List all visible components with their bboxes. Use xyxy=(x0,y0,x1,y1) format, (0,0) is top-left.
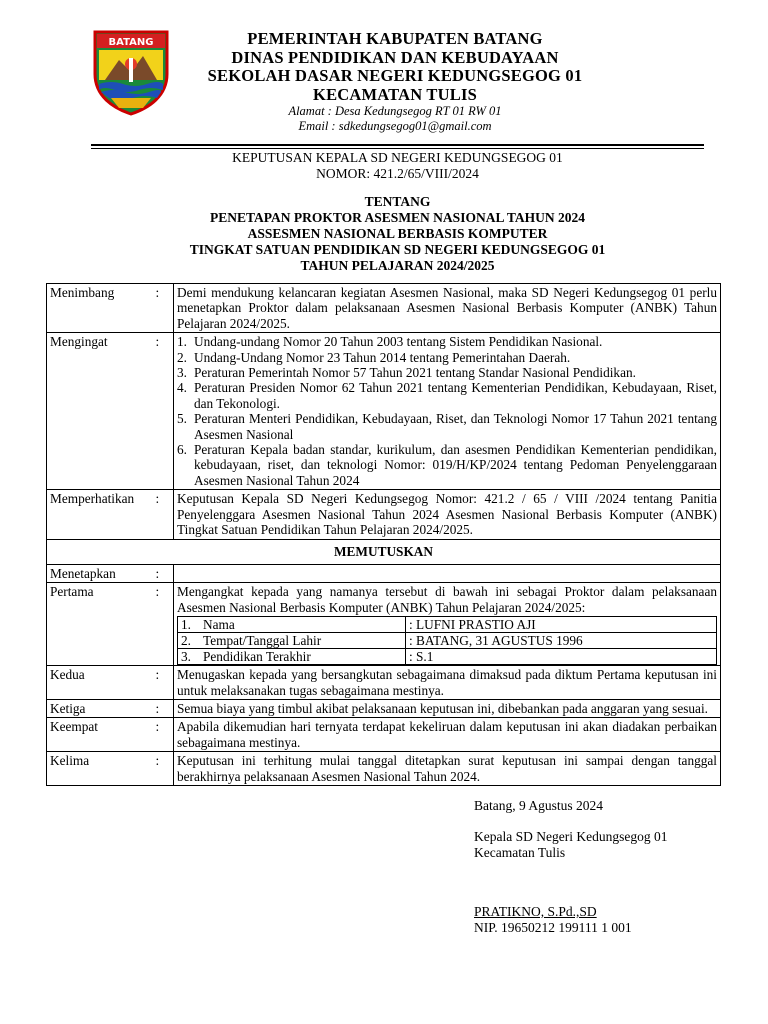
letterhead-divider-thin xyxy=(91,148,704,149)
label-mengingat: Mengingat xyxy=(47,333,154,490)
text-menetapkan xyxy=(174,564,721,582)
letterhead-line-1: PEMERINTAH KABUPATEN BATANG xyxy=(247,29,543,48)
row-memperhatikan xyxy=(47,490,721,539)
emblem-text: BATANG xyxy=(108,37,154,48)
colon: : xyxy=(154,564,174,582)
subject-line-1: PENETAPAN PROKTOR ASESMEN NASIONAL TAHUN 2024 xyxy=(210,210,585,225)
field-birth-label: Tempat/Tanggal Lahir xyxy=(203,633,322,649)
letterhead-address: Alamat : Desa Kedungsegog RT 01 RW 01 xyxy=(288,104,502,118)
list-item: 5. Peraturan Menteri Pendidikan, Kebudayaan, Riset, dan Teknologi Nomor 17 Tahun 2021 tentang Asesmen Nasional xyxy=(177,411,717,442)
list-item: 4. Peraturan Presiden Nomor 62 Tahun 2021 tentang Kementerian Pendidikan, Kebudayaan, Riset, dan Tekonologi. xyxy=(177,380,717,411)
row-pertama xyxy=(47,583,721,666)
row-kedua xyxy=(47,666,721,700)
table-row: 1. Nama : LUFNI PRASTIO AJI xyxy=(178,617,717,633)
field-birth-value: : BATANG, 31 AGUSTUS 1996 xyxy=(406,633,717,649)
row-kelima xyxy=(47,752,721,786)
label-menetapkan: Menetapkan xyxy=(47,564,154,582)
row-menimbang xyxy=(47,284,721,333)
text-pertama: Mengangkat kepada yang namanya tersebut di bawah ini sebagai Proktor dalam pelaksanaan Asesmen Nasional Berbasis Komputer (ANBK) Tahun Pelajaran 2024/2025: xyxy=(177,584,717,615)
field-name-label: Nama xyxy=(203,617,235,633)
colon: : xyxy=(154,718,174,752)
decree-number: NOMOR: 421.2/65/VIII/2024 xyxy=(316,166,479,181)
batang-regency-emblem xyxy=(91,28,171,116)
signature-position: Kepala SD Negeri Kedungsegog 01 xyxy=(474,829,668,844)
text-kedua: Menugaskan kepada yang bersangkutan sebagaimana dimaksud pada diktum Pertama keputusan ini untuk melaksanakan tugas sebagaimana mestinya. xyxy=(174,666,721,700)
decree-table xyxy=(46,283,721,786)
text-ketiga: Semua biaya yang timbul akibat pelaksanaan keputusan ini, dibebankan pada anggaran yang sesuai. xyxy=(174,699,721,717)
decree-subject xyxy=(91,194,704,274)
colon: : xyxy=(154,284,174,333)
signature-date: Batang, 9 Agustus 2024 xyxy=(474,798,604,813)
signatory-name: PRATIKNO, S.Pd.,SD xyxy=(474,904,597,919)
subject-line-2: ASSESMEN NASIONAL BERBASIS KOMPUTER xyxy=(247,226,548,241)
letterhead-divider-thick xyxy=(91,144,704,146)
label-keempat: Keempat xyxy=(47,718,154,752)
colon: : xyxy=(154,699,174,717)
label-menimbang: Menimbang xyxy=(47,284,154,333)
text-memperhatikan: Keputusan Kepala SD Negeri Kedungsegog Nomor: 421.2 / 65 / VIII /2024 tentang Panitia Penyelenggara Asesmen Nasional Tahun 2024 Asesmen Nasional Berbasis Komputer (ANBK) Tingkat Satuan Pendidikan Tahun Pelajaran 2024/2025. xyxy=(174,490,721,539)
field-education-label: Pendidikan Terakhir xyxy=(203,649,311,665)
label-kedua: Kedua xyxy=(47,666,154,700)
field-education-value: : S.1 xyxy=(406,649,717,665)
subject-line-4: TAHUN PELAJARAN 2024/2025 xyxy=(300,258,495,273)
signatory-nip: NIP. 19650212 199111 1 001 xyxy=(474,920,632,935)
letterhead-email: Email : sdkedungsegog01@gmail.com xyxy=(298,119,492,133)
colon: : xyxy=(154,333,174,490)
subject-line-3: TINGKAT SATUAN PENDIDIKAN SD NEGERI KEDUNGSEGOG 01 xyxy=(189,242,606,257)
decree-heading xyxy=(91,150,704,182)
row-mengingat xyxy=(47,333,721,490)
field-name-value: : LUFNI PRASTIO AJI xyxy=(406,617,717,633)
list-item: 1. Undang-undang Nomor 20 Tahun 2003 tentang Sistem Pendidikan Nasional. xyxy=(177,334,603,350)
row-menetapkan xyxy=(47,564,721,582)
list-item: 6. Peraturan Kepala badan standar, kurikulum, dan asesmen Pendidikan Kementerian pendidikan, kebudayaan, riset, dan teknologi Nomor: 019/H/KP/2024 tentang Pedoman Penyelenggaraan Asesmen Nasional Tahun 2024 xyxy=(177,442,717,488)
label-ketiga: Ketiga xyxy=(47,699,154,717)
subject-label: TENTANG xyxy=(364,194,431,209)
letterhead-line-3: SEKOLAH DASAR NEGERI KEDUNGSEGOG 01 xyxy=(207,66,583,85)
letterhead-line-4: KECAMATAN TULIS xyxy=(313,84,477,104)
label-pertama: Pertama xyxy=(47,583,154,666)
label-memperhatikan: Memperhatikan xyxy=(47,490,154,539)
letterhead-line-2: DINAS PENDIDIKAN DAN KEBUDAYAAN xyxy=(231,47,559,67)
appointee-table xyxy=(177,616,717,665)
text-menimbang: Demi mendukung kelancaran kegiatan Asesmen Nasional, maka SD Negeri Kedungsegog 01 perlu menetapkan Proktor dalam pelaksanaan Asesmen Nasional Berbasis Komputer (ANBK) Tahun Pelajaran 2024/2025. xyxy=(174,284,721,333)
decree-title: KEPUTUSAN KEPALA SD NEGERI KEDUNGSEGOG 01 xyxy=(232,150,563,165)
table-row: 3. Pendidikan Terakhir : S.1 xyxy=(178,649,717,665)
memutuskan-heading: MEMUTUSKAN xyxy=(47,539,721,564)
letterhead xyxy=(185,30,605,134)
colon: : xyxy=(154,583,174,666)
text-kelima: Keputusan ini terhitung mulai tanggal ditetapkan surat keputusan ini sampai dengan tanggal berakhirnya pelaksanaan Asesmen Nasional Tahun 2024. xyxy=(174,752,721,786)
list-item: 2. Undang-Undang Nomor 23 Tahun 2014 tentang Pemerintahan Daerah. xyxy=(177,349,571,365)
text-keempat: Apabila dikemudian hari ternyata terdapat kekeliruan dalam keputusan ini akan diadakan perbaikan sebagaimana mestinya. xyxy=(174,718,721,752)
colon: : xyxy=(154,752,174,786)
table-row: 2. Tempat/Tanggal Lahir : BATANG, 31 AGUSTUS 1996 xyxy=(178,633,717,649)
row-keempat xyxy=(47,718,721,752)
colon: : xyxy=(154,490,174,539)
list-item: 3. Peraturan Pemerintah Nomor 57 Tahun 2021 tentang Standar Nasional Pendidikan. xyxy=(177,365,636,381)
row-memutuskan xyxy=(47,539,721,564)
signature-district: Kecamatan Tulis xyxy=(474,845,566,860)
row-ketiga xyxy=(47,699,721,717)
label-kelima: Kelima xyxy=(47,752,154,786)
mengingat-list xyxy=(177,334,717,488)
colon: : xyxy=(154,666,174,700)
